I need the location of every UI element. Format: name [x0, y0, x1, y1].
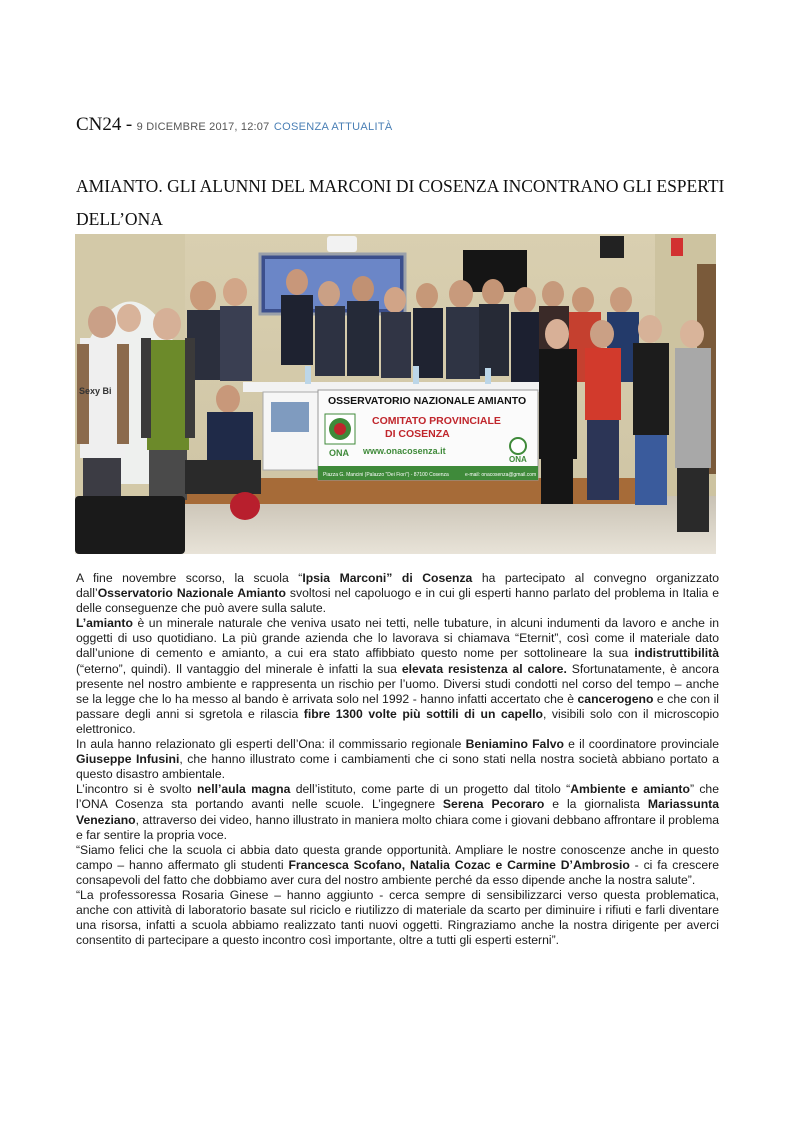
banner-url: www.onacosenza.it [363, 446, 446, 456]
banner-subtitle-1: COMITATO PROVINCIALE [372, 415, 501, 427]
article-photo [75, 234, 716, 554]
banner-footer: Piazza G. Mancini (Palazzo "Dei Fiori") - 87100 Cosenza [323, 472, 449, 478]
publish-date: 9 DICEMBRE 2017, 12:07 [136, 121, 270, 133]
site-brand[interactable]: CN24 [76, 114, 122, 135]
banner-footer-right: e-mail: onacosenza@gmail.com [465, 472, 537, 478]
ona-banner [318, 390, 538, 480]
banner-logo-text: ONA [329, 448, 349, 458]
paragraph-2: L’amianto è un minerale naturale che veniva usato nei tetti, nelle tubature, in alcuni indumenti da lavoro e anche in oggetti di uso quotidiano. La più grande azienda che lo lavorava si chiamava “Eternit”, così come il materiale dato dall’unione di cemento e amianto, a cui era stato affibbiato questo nome per sottolineare la sua indistruttibilità (“eterno”, quindi). Il vantaggio del minerale è infatti la sua elevata resistenza al calore. Sfortunatamente, è ancora presente nel nostro ambiente e rappresenta un rischio per l’uomo. Diversi studi condotti nel corso del tempo – anche se la legge che lo ha messo al bando è arrivata solo nel 1992 - hanno infatti accertato che è cancerogeno e che con il passare degli anni si sgretola e rilascia fibre 1300 volte più sottili di un capello, visibili solo con il microscopio elettronico. [76, 616, 720, 736]
bold-school-name: Ipsia Marconi” di Cosenza [302, 571, 473, 585]
banner-subtitle-2: DI COSENZA [385, 428, 450, 440]
chair [75, 496, 185, 554]
article-header [76, 114, 393, 136]
category-link[interactable]: COSENZA ATTUALITÀ [273, 121, 393, 133]
small-poster-image [271, 402, 309, 432]
bold-organization: Osservatorio Nazionale Amianto [97, 586, 286, 601]
paragraph-3: In aula hanno relazionato gli esperti dell’Ona: il commissario regionale Beniamino Falvo e il coordinatore provinciale Giuseppe Infusini, che hanno illustrato come i cambiamenti che ci sono stati nella nostra società abbiano portato a questo disastro ambientale. [76, 737, 719, 782]
header-separator: - [125, 114, 133, 135]
paragraph-4: L’incontro si è svolto nell’aula magna dell’istituto, come parte di un progetto dal titolo “Ambiente e amianto” che l’ONA Cosenza sta portando avanti nelle scuole. L’ingegnere Serena Pecoraro e la giornalista Mariassunta Veneziano, attraverso dei video, hanno illustrato in maniera molto chiara come i giovani debbano affrontare il problema e far sentire la propria voce. [76, 782, 719, 842]
paragraph-1: A fine novembre scorso, la scuola “Ipsia Marconi” di Cosenza ha partecipato al convegno organizzato dall’Osservatorio Nazionale Amianto svoltosi nel capoluogo e in cui gli esperti hanno parlato del problema in Italia e delle conseguenze che può avere sulla salute. [76, 571, 720, 616]
paragraph-6: “La professoressa Rosaria Ginese – hanno aggiunto - cerca sempre di sensibilizzarci verso questa problematica, anche con attività di laboratorio basate sul riciclo e riutilizzo di materiale da scarto per diminuire i rifiuti e farli diventare una risorsa, infatti a scuola abbiamo realizzato tanti nuovi oggetti. Ringraziamo anche la nostra dirigente per averci consentito di partecipare a questo incontro così importante, oltre a tutti gli esperti esterni”. [76, 887, 719, 948]
article-body [76, 571, 719, 948]
projector [327, 236, 357, 252]
banner-title: OSSERVATORIO NAZIONALE AMIANTO [328, 395, 527, 407]
water-bottle [413, 366, 419, 384]
water-bottle [485, 368, 491, 384]
paragraph-5: “Siamo felici che la scuola ci abbia dato questa grande opportunità. Ampliare le nostre conoscenze anche in questo campo – hanno affermato gli studenti Francesca Scofano, Natalia Cozac e Carmine D’Ambrosio - ci fa crescere consapevoli del fatto che dobbiamo aver cura del nostro ambiente perché da esso dipende anche la nostra salute”. [76, 842, 719, 887]
shirt-text: Sexy Bi [79, 386, 112, 396]
speaker [600, 236, 624, 258]
group-photo-illustration [75, 234, 716, 554]
water-bottle [305, 366, 311, 384]
banner-logo-text-2: ONA [509, 455, 527, 464]
fire-sign [671, 238, 683, 256]
article-title: AMIANTO. GLI ALUNNI DEL MARCONI DI COSENZA INCONTRANO GLI ESPERTI DELL’ONA [76, 176, 725, 229]
